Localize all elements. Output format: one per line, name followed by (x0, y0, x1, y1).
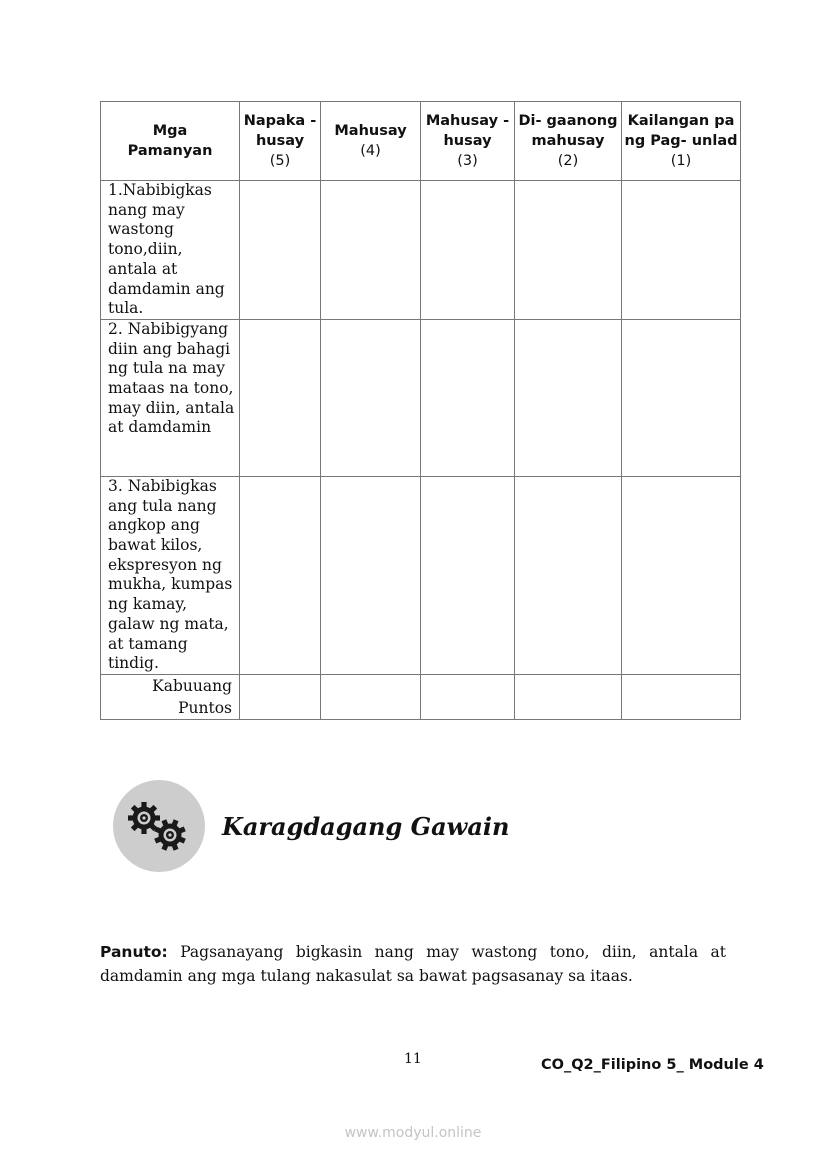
section-badge (113, 780, 205, 872)
gears-icon (113, 780, 205, 872)
criterion-3: 3. Nabibigkas ang tula nang angkop ang bawat kilos, ekspresyon ng mukha, kumpas ng kamay, galaw ng mata, at tamang tindig. (101, 476, 240, 674)
rubric-table (100, 101, 741, 720)
score-cell (240, 181, 321, 320)
instructions-text: Pagsanayang bigkasin nang may wastong tono, diin, antala at damdamin ang mga tulang nakasulat sa bawat pagsasanay sa itaas. (100, 943, 726, 985)
score-cell (421, 319, 515, 476)
rubric-header-row (101, 102, 741, 181)
score-cell (622, 181, 741, 320)
instructions (100, 940, 726, 988)
score-cell (515, 181, 622, 320)
score-cell (515, 476, 622, 674)
score-cell (515, 674, 622, 719)
watermark: www.modyul.online (344, 1125, 482, 1141)
score-cell (321, 476, 421, 674)
table-row (101, 319, 741, 476)
score-cell (622, 674, 741, 719)
score-cell (515, 319, 622, 476)
header-score-3: Mahusay -husay (3) (421, 102, 515, 181)
total-label: Kabuuang Puntos (101, 674, 240, 719)
instructions-label: Panuto: (100, 943, 168, 961)
header-score-5: Napaka -husay (5) (240, 102, 321, 181)
table-row-total (101, 674, 741, 719)
header-score-4: Mahusay (4) (321, 102, 421, 181)
header-score-1: Kailangan pa ng Pag- unlad (1) (622, 102, 741, 181)
score-cell (421, 181, 515, 320)
criterion-1: 1.Nabibigkas nang may wastong tono,diin, antala at damdamin ang tula. (101, 181, 240, 320)
score-cell (421, 476, 515, 674)
score-cell (421, 674, 515, 719)
table-row (101, 476, 741, 674)
score-cell (240, 319, 321, 476)
header-score-2: Di- gaanong mahusay (2) (515, 102, 622, 181)
score-cell (321, 674, 421, 719)
score-cell (240, 476, 321, 674)
module-code: CO_Q2_Filipino 5_ Module 4 (541, 1057, 764, 1073)
score-cell (321, 181, 421, 320)
score-cell (622, 319, 741, 476)
page-number: 11 (404, 1051, 422, 1067)
score-cell (622, 476, 741, 674)
section-title: Karagdagang Gawain (222, 812, 510, 841)
criterion-2: 2. Nabibigyang diin ang bahagi ng tula na may mataas na tono, may diin, antala at damdamin (101, 319, 240, 476)
header-criteria: Mga Pamanyan (101, 102, 240, 181)
table-row (101, 181, 741, 320)
score-cell (240, 674, 321, 719)
score-cell (321, 319, 421, 476)
